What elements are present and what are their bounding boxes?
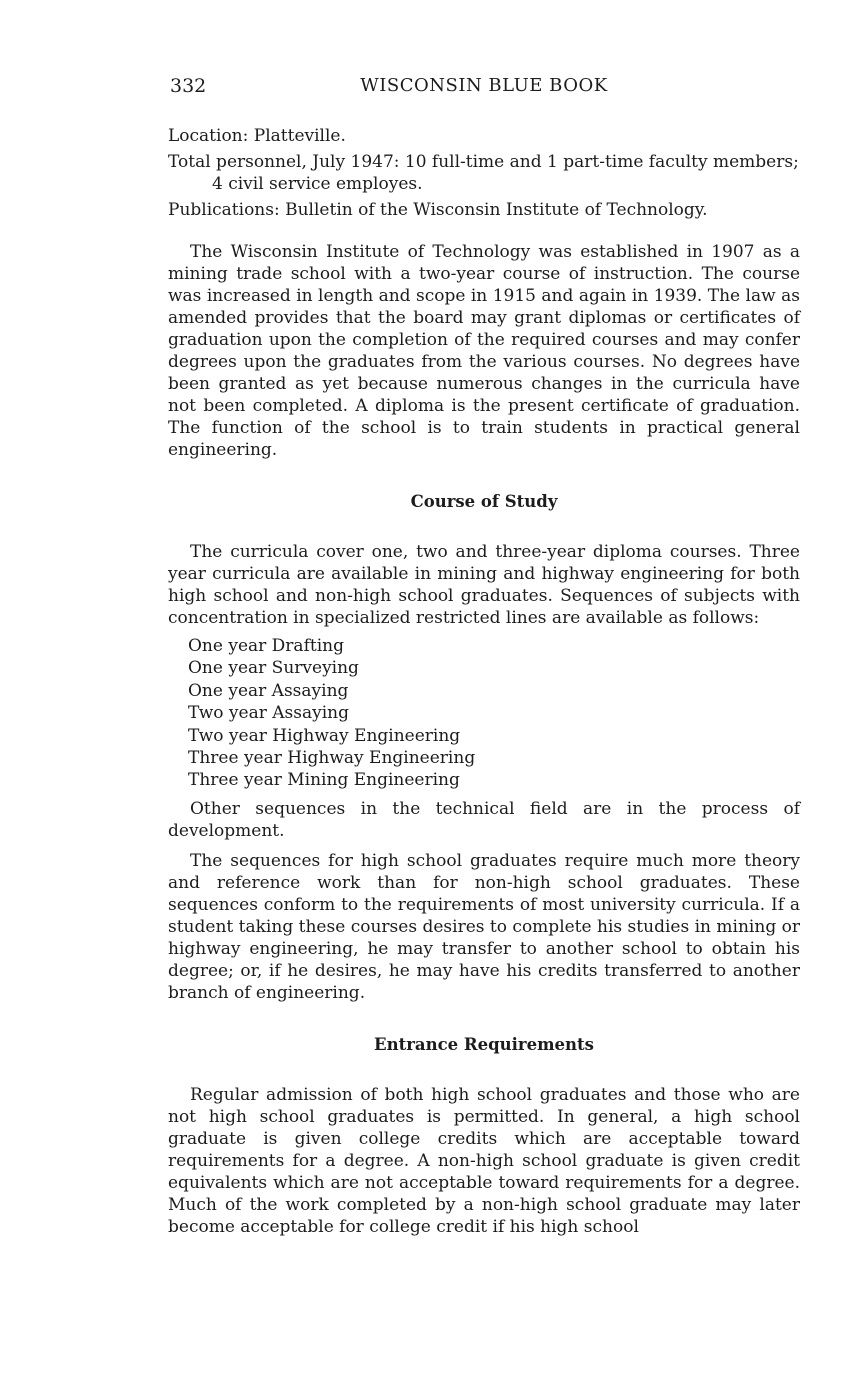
sequence-list (188, 635, 800, 792)
admission-paragraph: Regular admission of both high school graduates and those who are not high school graduates is permitted. In general, a high school graduate is given college credits which are acceptable toward requirements for a degree. A non-high school graduate is given credit equivalents which are not acceptable toward requirements for a degree. Much of the work completed by a non-high school graduate may later become acceptable for college credit if his high school (168, 1084, 800, 1237)
list-item: Three year Highway Engineering (188, 748, 476, 769)
page-number: 332 (170, 75, 207, 97)
other-sequences-paragraph: Other sequences in the technical field are in the process of development. (168, 798, 800, 841)
running-title: WISCONSIN BLUE BOOK (360, 75, 608, 96)
entrance-requirements-heading: Entrance Requirements (374, 1034, 594, 1054)
running-header (168, 75, 800, 105)
list-item: One year Surveying (188, 658, 359, 679)
list-item: Two year Highway Engineering (188, 725, 461, 746)
curricula-paragraph: The curricula cover one, two and three-year diploma courses. Three year curricula are available in mining and highway engineering for both high school and non-high school graduates. Sequences of subjects with concentration in specialized restricted lines are available as follows: (168, 542, 800, 628)
location-line: Location: Platteville. (168, 126, 346, 146)
document-page (168, 75, 800, 1238)
list-item: One year Drafting (188, 636, 344, 656)
intro-paragraph: The Wisconsin Institute of Technology was established in 1907 as a mining trade school with a two-year course of instruction. The course was increased in length and scope in 1915 and again in 1939. The law as amended provides that the board may grant diplomas or certificates of graduation upon the completion of the required courses and may confer degrees upon the graduates from the various courses. No degrees have been granted as yet because numerous changes in the curricula have not been completed. A diploma is the present certificate of graduation. The function of the school is to train students in practical general engineering. (168, 242, 800, 460)
list-item: One year Assaying (188, 680, 349, 701)
list-item: Two year Assaying (188, 703, 349, 724)
publications-line: Publications: Bulletin of the Wisconsin Institute of Technology. (168, 200, 708, 220)
list-item: Three year Mining Engineering (188, 770, 460, 791)
course-of-study-heading: Course of Study (410, 492, 558, 511)
sequences-paragraph: The sequences for high school graduates require much more theory and reference work than for non-high school graduates. These sequences conform to the requirements of most university curricula. If a student taking these courses desires to complete his studies in mining or highway engineering, he may transfer to another school to obtain his degree; or, if he desires, he may have his credits transferred to another branch of engineering. (168, 850, 800, 1003)
personnel-line: Total personnel, July 1947: 10 full-time and 1 part-time faculty members; 4 civil service employes. (168, 152, 799, 194)
